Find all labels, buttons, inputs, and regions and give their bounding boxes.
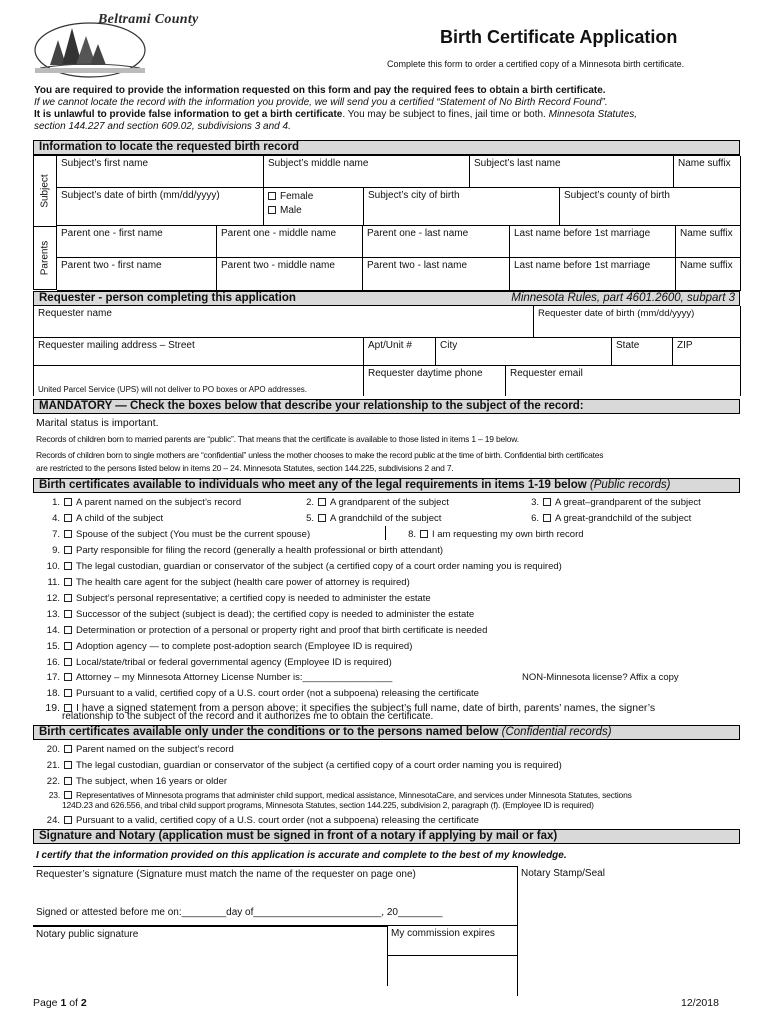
item-number: 1. xyxy=(52,497,60,508)
item-text: The subject, when 16 years or older xyxy=(76,776,228,787)
item8-divider xyxy=(385,526,386,540)
item-number: 20. xyxy=(46,744,60,755)
item-text: The legal custodian, guardian or conservator of the subject (a certified copy of a court order naming you is required) xyxy=(76,760,562,771)
logo-text: Beltrami County xyxy=(98,12,199,27)
marital-note: Marital status is important. xyxy=(36,417,159,429)
requester-zip-field[interactable]: ZIP xyxy=(673,338,741,366)
intro-line3-italic: Minnesota Statutes, xyxy=(548,109,637,120)
item-checkbox[interactable] xyxy=(64,578,72,586)
item-number: 13. xyxy=(46,609,60,620)
ups-note: United Parcel Service (UPS) will not deliver to PO boxes or APO addresses. xyxy=(34,366,364,396)
item-number: 18. xyxy=(46,688,60,699)
subject-first-name-field[interactable]: Subject’s first name xyxy=(57,156,264,188)
item-checkbox[interactable] xyxy=(64,745,72,753)
male-checkbox[interactable] xyxy=(268,206,276,214)
subject-name-suffix-field[interactable]: Name suffix xyxy=(674,156,741,188)
section-public-header: Birth certificates available to individuals who meet any of the legal requirements in items 1-19 below (Public records) xyxy=(33,478,740,493)
public-item-8 xyxy=(392,529,584,540)
item-text: Party responsible for filing the record (generally a health professional or birth attendant) xyxy=(76,545,444,556)
parent2-before-marriage-field[interactable]: Last name before 1st marriage xyxy=(510,258,676,291)
public-item-16 xyxy=(36,657,392,668)
item-text: Spouse of the subject (You must be the current spouse) xyxy=(76,529,311,540)
item-checkbox[interactable] xyxy=(64,761,72,769)
public-item-11 xyxy=(36,577,410,588)
conf-item-24 xyxy=(36,815,479,826)
public-item-2 xyxy=(290,497,449,508)
intro-line2: If we cannot locate the record with the information you provide, we will send you a certified “Statement of No Birth Record Found”. xyxy=(34,97,608,108)
item-checkbox[interactable] xyxy=(64,777,72,785)
conf-note-2: are restricted to the persons listed below in items 20 – 24. Minnesota Statutes, section 144.225, subdivisions 2 and 7. xyxy=(36,463,454,473)
requester-email-field[interactable]: Requester email xyxy=(506,366,741,396)
requester-grid xyxy=(33,306,740,396)
requester-city-field[interactable]: City xyxy=(436,338,612,366)
item-text: I have a signed statement from a person above; it specifies the subject’s full name, date of birth, parents’ names, the signer’s xyxy=(76,702,656,714)
public-item-13 xyxy=(36,609,474,620)
item-number: 24. xyxy=(46,815,60,826)
requester-dob-field[interactable]: Requester date of birth (mm/dd/yyyy) xyxy=(534,306,741,338)
item-number: 23. xyxy=(48,790,60,800)
requester-rule: Minnesota Rules, part 4601.2600, subpart 3 xyxy=(511,292,735,304)
section-conf-header: Birth certificates available only under the conditions or to the persons named below (Confidential records) xyxy=(33,725,740,740)
parent1-first-field[interactable]: Parent one - first name xyxy=(57,226,217,258)
item-number: 22. xyxy=(46,776,60,787)
item-text: The legal custodian, guardian or conservator of the subject (a certified copy of a court order naming you is required) xyxy=(76,561,562,572)
item-text: The health care agent for the subject (health care power of attorney is required) xyxy=(76,577,410,588)
subject-city-field[interactable]: Subject’s city of birth xyxy=(364,188,560,226)
public-item-4 xyxy=(36,513,163,524)
subject-county-field[interactable]: Subject’s county of birth xyxy=(560,188,741,226)
item-text: Pursuant to a valid, certified copy of a U.S. court order (not a subpoena) releasing the certificate xyxy=(76,688,479,699)
item-text: A parent named on the subject’s record xyxy=(76,497,242,508)
item-checkbox[interactable] xyxy=(64,514,72,522)
conf-item-23 xyxy=(36,790,632,800)
item-number: 5. xyxy=(306,513,314,524)
conf-item-22 xyxy=(36,776,227,787)
item-number: 12. xyxy=(46,593,60,604)
item-number: 8. xyxy=(408,529,416,540)
item-number: 19. xyxy=(45,702,60,714)
parents-side-label: Parents xyxy=(33,226,57,290)
public-item-5 xyxy=(290,513,441,524)
requester-phone-field[interactable]: Requester daytime phone xyxy=(364,366,506,396)
item-number: 14. xyxy=(46,625,60,636)
parent2-middle-field[interactable]: Parent two - middle name xyxy=(217,258,363,291)
intro-line1: You are required to provide the information requested on this form and pay the required fees to obtain a birth certificate. xyxy=(34,85,606,96)
item-checkbox[interactable] xyxy=(64,610,72,618)
item-checkbox[interactable] xyxy=(64,562,72,570)
notary-signature-field[interactable]: Notary public signature xyxy=(33,926,388,986)
conf-item-20 xyxy=(36,744,234,755)
form-date: 12/2018 xyxy=(681,997,719,1009)
public-item-17 xyxy=(36,672,392,683)
intro-text xyxy=(34,85,734,133)
public-item-7 xyxy=(36,529,310,540)
public-item-18 xyxy=(36,688,479,699)
public-item-6 xyxy=(515,513,691,524)
item-number: 9. xyxy=(52,545,60,556)
item-checkbox[interactable] xyxy=(64,689,72,697)
subject-middle-name-field[interactable]: Subject’s middle name xyxy=(264,156,470,188)
item-checkbox[interactable] xyxy=(64,816,72,824)
item-number: 17. xyxy=(46,672,60,683)
item-text: Local/state/tribal or federal governmental agency (Employee ID is required) xyxy=(76,657,392,668)
intro-line4: section 144.227 and section 609.02, subdivisions 3 and 4. xyxy=(34,121,291,132)
section-sign-header: Signature and Notary (application must be signed in front of a notary if applying by mail or fax) xyxy=(33,829,740,844)
parent1-last-field[interactable]: Parent one - last name xyxy=(363,226,510,258)
parent2-first-field[interactable]: Parent two - first name xyxy=(57,258,217,291)
item-text: Pursuant to a valid, certified copy of a U.S. court order (not a subpoena) releasing the certificate xyxy=(76,815,479,826)
item-number: 16. xyxy=(46,657,60,668)
female-checkbox[interactable] xyxy=(268,192,276,200)
item-checkbox[interactable] xyxy=(64,791,72,799)
item-text: Adoption agency — to complete post-adoption search (Employee ID is required) xyxy=(76,641,413,652)
section-mandatory-header: MANDATORY — Check the boxes below that describe your relationship to the subject of the record: xyxy=(33,399,740,414)
commission-expires-field[interactable]: My commission expires xyxy=(387,926,518,956)
item-checkbox[interactable] xyxy=(64,530,72,538)
public-item-15 xyxy=(36,641,412,652)
parent1-suffix-field[interactable]: Name suffix xyxy=(676,226,741,258)
item-number: 7. xyxy=(52,529,60,540)
item-number: 21. xyxy=(46,760,60,771)
item19-continuation: relationship to the subject of the record and it authorizes me to obtain the certificate. xyxy=(62,711,434,722)
item23-continuation: 124D.23 and 626.556, and tribal child support programs, Minnesota Statutes, section 144.225, subdivision 2, paragraph (f). (Employee ID is required) xyxy=(62,800,594,810)
public-item-12 xyxy=(36,593,431,604)
item-checkbox[interactable] xyxy=(64,594,72,602)
requester-name-field[interactable]: Requester name xyxy=(34,306,534,338)
item-checkbox[interactable] xyxy=(64,498,72,506)
subject-last-name-field[interactable]: Subject’s last name xyxy=(470,156,674,188)
item-number: 4. xyxy=(52,513,60,524)
parent2-last-field[interactable]: Parent two - last name xyxy=(363,258,510,291)
item-number: 10. xyxy=(46,561,60,572)
notary-stamp-area[interactable]: Notary Stamp/Seal xyxy=(517,866,608,996)
public-item-14 xyxy=(36,625,487,636)
item17-right-note: NON-Minnesota license? Affix a copy xyxy=(522,672,679,683)
item-number: 15. xyxy=(46,641,60,652)
item-checkbox[interactable] xyxy=(318,514,326,522)
requester-street-field[interactable]: Requester mailing address – Street xyxy=(34,338,364,366)
item-text: I am requesting my own birth record xyxy=(432,529,584,540)
parent1-before-marriage-field[interactable]: Last name before 1st marriage xyxy=(510,226,676,258)
attested-line[interactable]: Signed or attested before me on:________day of_______________________, 20________ xyxy=(36,907,443,918)
item-checkbox[interactable] xyxy=(64,642,72,650)
locate-grid xyxy=(56,155,740,290)
item-text: A grandchild of the subject xyxy=(330,513,442,524)
item-number: 11. xyxy=(47,577,60,588)
subject-dob-field[interactable]: Subject’s date of birth (mm/dd/yyyy) xyxy=(57,188,264,226)
item-text: A child of the subject xyxy=(76,513,164,524)
item-text: Representatives of Minnesota programs that administer child support, medical assistance, MinnesotaCare, and services under Minnesota Statutes, sections xyxy=(76,790,632,800)
item-text: Successor of the subject (subject is dead); the certified copy is needed to administer the estate xyxy=(76,609,475,620)
item-checkbox[interactable] xyxy=(420,530,428,538)
intro-line3-bold: It is unlawful to provide false information to get a birth certificate xyxy=(34,109,343,120)
parent1-middle-field[interactable]: Parent one - middle name xyxy=(217,226,363,258)
item-number: 6. xyxy=(531,513,539,524)
section-requester-header: Requester - person completing this application Minnesota Rules, part 4601.2600, subpart 3 xyxy=(33,291,740,306)
conf-item-21 xyxy=(36,760,562,771)
subject-side-label: Subject xyxy=(33,155,57,227)
sex-checkboxes: Female Male xyxy=(264,188,364,226)
item-checkbox[interactable] xyxy=(543,514,551,522)
item-text: A great-grandchild of the subject xyxy=(555,513,692,524)
item-text: Attorney – my Minnesota Attorney License Number is:_________________ xyxy=(76,672,393,683)
public-item-3 xyxy=(515,497,701,508)
item-checkbox[interactable] xyxy=(64,626,72,634)
page-title: Birth Certificate Application xyxy=(440,27,678,47)
item-text: A great–grandparent of the subject xyxy=(555,497,701,508)
item-number: 3. xyxy=(531,497,539,508)
item-checkbox[interactable] xyxy=(64,658,72,666)
item-text: A grandparent of the subject xyxy=(330,497,449,508)
conf-note-1: Records of children born to single mothers are “confidential” unless the mother chooses to make the record public at the time of birth. Confidential birth certificates xyxy=(36,450,604,460)
item-checkbox[interactable] xyxy=(318,498,326,506)
certify-statement: I certify that the information provided on this application is accurate and complete to the best of my knowledge. xyxy=(36,850,567,861)
section-locate-header: Information to locate the requested birth record xyxy=(33,140,740,155)
requester-state-field[interactable]: State xyxy=(612,338,673,366)
item-checkbox[interactable] xyxy=(64,673,72,681)
public-item-10 xyxy=(36,561,562,572)
item-number: 2. xyxy=(306,497,314,508)
public-item-1 xyxy=(36,497,241,508)
intro-line3-rest: . You may be subject to fines, jail time or both. xyxy=(342,109,546,120)
requester-signature-field[interactable]: Requester’s signature (Signature must match the name of the requester on page one) xyxy=(33,866,518,926)
page-number: Page 1 of 2 xyxy=(33,997,87,1009)
public-item-9 xyxy=(36,545,443,556)
requester-apt-field[interactable]: Apt/Unit # xyxy=(364,338,436,366)
item-checkbox[interactable] xyxy=(543,498,551,506)
public-note: Records of children born to married parents are “public”. That means that the certificate is available to those listed in items 1 – 19 below. xyxy=(36,434,519,444)
item-checkbox[interactable] xyxy=(64,546,72,554)
item-text: Subject’s personal representative; a certified copy is needed to administer the estate xyxy=(76,593,431,604)
item-text: Determination or protection of a personal or property right and proof that birth certificate is needed xyxy=(76,625,488,636)
item-text: Parent named on the subject’s record xyxy=(76,744,234,755)
parent2-suffix-field[interactable]: Name suffix xyxy=(676,258,741,291)
page-subtitle: Complete this form to order a certified copy of a Minnesota birth certificate. xyxy=(387,59,685,69)
